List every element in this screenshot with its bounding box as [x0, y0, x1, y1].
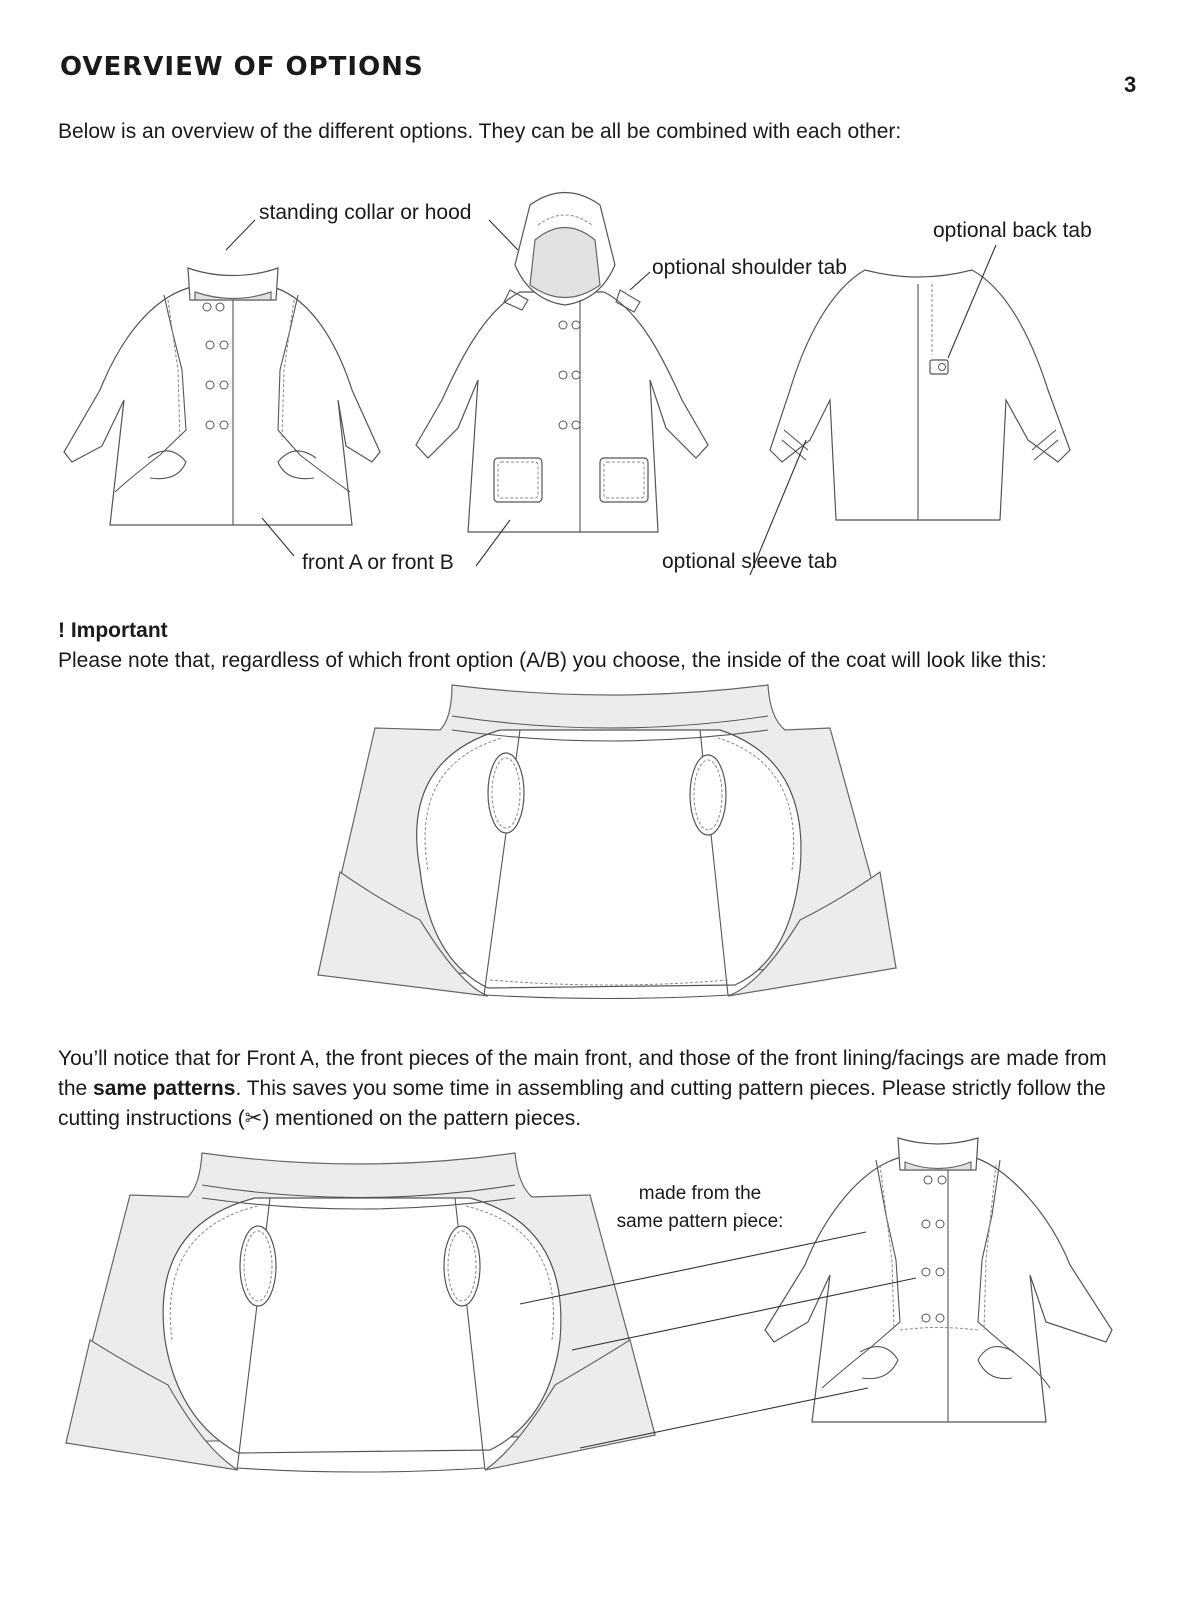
label-shoulder-tab: optional shoulder tab	[652, 256, 847, 279]
comparison-label	[600, 1180, 800, 1236]
important-heading: ! Important	[58, 619, 168, 642]
label-sleeve-tab: optional sleeve tab	[662, 550, 838, 573]
page-number: 3	[1124, 72, 1137, 97]
important-text: Please note that, regardless of which front option (A/B) you choose, the inside of the coat will look like this:	[58, 649, 1047, 672]
label-front: front A or front B	[302, 551, 454, 574]
comparison-label-line1: made from the	[638, 1183, 762, 1204]
comparison-label-line2: same pattern piece:	[616, 1211, 784, 1232]
page-title: OVERVIEW OF OPTIONS	[60, 52, 424, 82]
label-back-tab: optional back tab	[933, 219, 1092, 242]
notice-text-part2: . This saves you some time in assembling and cutting pattern pieces. Please strictly follow the cutting instructions (✂) mentioned on the pattern pieces.	[58, 1077, 1106, 1130]
label-collar: standing collar or hood	[259, 201, 472, 224]
intro-text: Below is an overview of the different options. They can be all be combined with each other:	[58, 120, 902, 143]
notice-text-bold: same patterns	[93, 1077, 236, 1100]
coat-front-a-small	[765, 1138, 1112, 1422]
notice-text-part1: You’ll notice that for Front A, the front pieces of the main front, and those of the front lining/facings are made from the	[58, 1047, 1107, 1100]
